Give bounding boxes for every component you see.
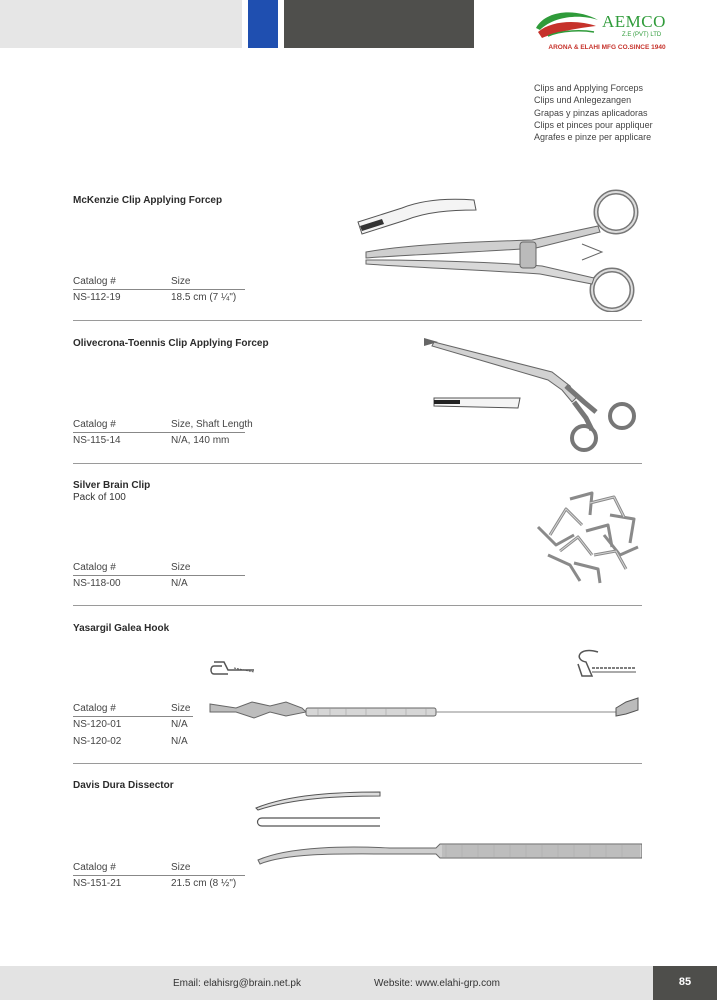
category-languages bbox=[534, 82, 653, 143]
category-it: Agrafes e pinze per applicare bbox=[534, 132, 652, 143]
spec-header-rule bbox=[73, 875, 245, 876]
catalog-number: NS-112-19 bbox=[73, 292, 121, 303]
size-value: N/A bbox=[171, 578, 188, 589]
product-title: Olivecrona-Toennis Clip Applying Forcep bbox=[73, 338, 269, 349]
company-logo bbox=[532, 6, 682, 52]
page-number: 85 bbox=[678, 976, 692, 988]
catalog-number: NS-120-01 bbox=[73, 719, 122, 730]
size-label: Size bbox=[171, 562, 191, 573]
size-value: N/A bbox=[171, 719, 188, 730]
size-value: N/A, 140 mm bbox=[171, 435, 230, 446]
catalog-number: NS-120-02 bbox=[73, 736, 122, 747]
header-bar-blue bbox=[248, 0, 278, 48]
mckenzie-forcep-image bbox=[352, 182, 642, 312]
size-label: Size bbox=[171, 703, 191, 714]
category-fr: Clips et pinces pour appliquer bbox=[534, 119, 653, 130]
spec-header-rule bbox=[73, 289, 245, 290]
category-de: Clips und Anlegezangen bbox=[534, 95, 632, 106]
spec-header-rule bbox=[73, 575, 245, 576]
product-title: Davis Dura Dissector bbox=[73, 780, 174, 791]
header-bar-dark bbox=[284, 0, 474, 48]
catalog-label: Catalog # bbox=[73, 419, 116, 430]
catalog-label: Catalog # bbox=[73, 562, 116, 573]
catalog-number: NS-115-14 bbox=[73, 435, 121, 446]
catalog-label: Catalog # bbox=[73, 703, 116, 714]
leaf-logo-icon bbox=[532, 6, 604, 44]
product-title: Silver Brain Clip bbox=[73, 480, 151, 491]
section-divider bbox=[73, 320, 642, 321]
galea-hook-image bbox=[206, 646, 642, 722]
size-value: 21.5 cm (8 ½") bbox=[171, 878, 237, 889]
footer-website[interactable]: Website: www.elahi-grp.com bbox=[374, 978, 500, 989]
logo-tagline: ARONA & ELAHI MFG CO.SINCE 1940 bbox=[548, 44, 666, 51]
product-title: McKenzie Clip Applying Forcep bbox=[73, 195, 223, 206]
brain-clips-image bbox=[530, 485, 642, 585]
dura-dissector-image bbox=[250, 786, 642, 868]
footer-bar bbox=[0, 966, 717, 1000]
category-es: Grapas y pinzas aplicadoras bbox=[534, 107, 648, 118]
catalog-label: Catalog # bbox=[73, 862, 116, 873]
category-en: Clips and Applying Forceps bbox=[534, 83, 644, 93]
spec-header-rule bbox=[73, 716, 193, 717]
olivecrona-forcep-image bbox=[420, 326, 642, 456]
logo-subtitle: Z.E (PVT) LTD bbox=[622, 32, 662, 38]
product-subtitle: Pack of 100 bbox=[73, 492, 126, 503]
section-divider bbox=[73, 763, 642, 764]
logo-name: AEMCO bbox=[602, 12, 666, 31]
footer-email[interactable]: Email: elahisrg@brain.net.pk bbox=[173, 978, 301, 989]
catalog-label: Catalog # bbox=[73, 276, 116, 287]
section-divider bbox=[73, 463, 642, 464]
size-value: 18.5 cm (7 ¼") bbox=[171, 292, 237, 303]
catalog-number: NS-118-00 bbox=[73, 578, 121, 589]
size-label: Size bbox=[171, 276, 191, 287]
product-title: Yasargil Galea Hook bbox=[73, 623, 170, 634]
size-label: Size, Shaft Length bbox=[171, 419, 253, 430]
catalog-number: NS-151-21 bbox=[73, 878, 122, 889]
size-value: N/A bbox=[171, 736, 188, 747]
spec-header-rule bbox=[73, 432, 245, 433]
section-divider bbox=[73, 605, 642, 606]
size-label: Size bbox=[171, 862, 191, 873]
header-bar-gray bbox=[0, 0, 242, 48]
